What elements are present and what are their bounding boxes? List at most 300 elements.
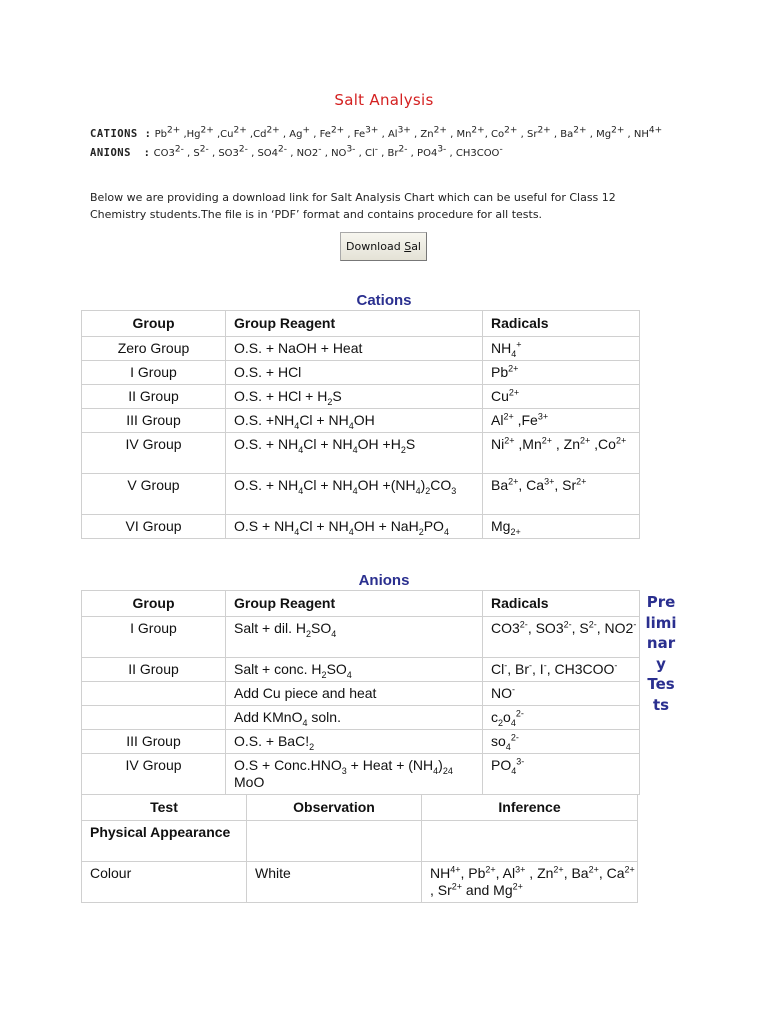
ion-charge: 2+ xyxy=(433,125,447,136)
formula-text: Pb xyxy=(491,364,509,380)
ion-symbol: Ba xyxy=(560,129,574,140)
ion-symbol: Fe xyxy=(319,129,331,140)
group-cell: VI Group xyxy=(82,515,226,539)
intro-paragraph: Below we are providing a download link for Salt Analysis Chart which can be useful for Class 12 Chemistry students.The file is in ‘PDF’ format and contains procedure for all tests. xyxy=(90,191,616,221)
radicals-cell xyxy=(483,361,640,385)
formula-text: , NO2 xyxy=(596,620,634,636)
ion xyxy=(387,144,418,159)
formula-text: Cl + NH xyxy=(303,436,353,452)
ion-symbol: Fe xyxy=(353,129,366,140)
formula-text: , S xyxy=(571,620,589,636)
subscript-text: 4 xyxy=(298,485,304,496)
group-reagent-cell xyxy=(226,433,483,474)
formula-text: , Ba xyxy=(563,865,589,881)
formula-text: soln. xyxy=(307,709,341,725)
supscript-text: 2+ xyxy=(512,881,523,892)
ion xyxy=(353,125,388,140)
ion-symbol: NH xyxy=(633,129,649,140)
ion-symbol: S xyxy=(193,148,200,159)
supscript-text: 2- xyxy=(515,708,524,719)
ion-symbol: CO3 xyxy=(153,148,175,159)
ion xyxy=(331,144,365,159)
ion-symbol: Sr xyxy=(526,129,538,140)
ion-symbol: NO2 xyxy=(296,148,319,159)
anions-list xyxy=(153,144,503,159)
formula-text: Salt + dil. H xyxy=(234,620,306,636)
ion xyxy=(387,125,421,140)
ion-charge: - xyxy=(499,144,503,155)
ion xyxy=(491,125,527,140)
subscript-text: 4 xyxy=(298,444,304,455)
header-group-reagent: Group Reagent xyxy=(226,311,483,337)
inference-cell xyxy=(422,862,638,903)
supscript-text: 2+ xyxy=(553,864,564,875)
supscript-text: - xyxy=(512,684,515,695)
formula-text: , Zn xyxy=(552,436,581,452)
formula-text: CO3 xyxy=(491,620,520,636)
supscript-text: + xyxy=(516,339,522,350)
group-cell: I Group xyxy=(82,361,226,385)
table-row xyxy=(82,658,640,682)
ion-separator: , xyxy=(586,129,597,140)
ion-charge: - xyxy=(374,144,378,155)
subscript-text: 4 xyxy=(348,526,354,537)
table-row xyxy=(82,754,640,795)
radicals-cell xyxy=(483,409,640,433)
subscript-text: 2 xyxy=(327,396,333,407)
ion-separator: , xyxy=(180,129,187,140)
formula-text: Salt + conc. H xyxy=(234,661,322,677)
header-observation: Observation xyxy=(247,795,422,821)
formula-text: Cl xyxy=(491,661,505,677)
formula-text: S xyxy=(332,388,342,404)
supscript-text: 2+ xyxy=(508,387,520,398)
subscript-text: 4 xyxy=(511,348,517,359)
preliminary-tests-table xyxy=(81,794,638,903)
group-cell: III Group xyxy=(82,730,226,754)
formula-text: Ba xyxy=(491,477,509,493)
ion-charge: 3- xyxy=(437,144,447,155)
group-reagent-cell xyxy=(226,730,483,754)
subscript-text: 4 xyxy=(511,765,517,776)
supscript-text: 2- xyxy=(510,732,519,743)
ion xyxy=(296,144,332,159)
ion-charge: 2+ xyxy=(166,125,181,136)
group-cell: IV Group xyxy=(82,754,226,795)
ion-separator: , xyxy=(517,129,527,140)
subscript-text: 4 xyxy=(331,628,337,639)
subscript-text: 2 xyxy=(498,717,504,728)
group-reagent-cell xyxy=(226,754,483,795)
ion xyxy=(364,144,388,159)
table-row xyxy=(82,862,638,903)
preliminary-tests-line: y xyxy=(656,654,666,673)
table-row xyxy=(82,706,640,730)
table-row xyxy=(82,474,640,515)
formula-text: OH +(NH xyxy=(357,477,416,493)
subscript-text: 4 xyxy=(443,526,449,537)
formula-text: o xyxy=(503,709,511,725)
ion xyxy=(455,144,503,159)
supscript-text: 2+ xyxy=(504,435,515,446)
group-cell: II Group xyxy=(82,385,226,409)
formula-text: Cu xyxy=(491,388,509,404)
radicals-cell xyxy=(483,337,640,361)
table-row xyxy=(82,433,640,474)
download-button[interactable] xyxy=(340,232,427,261)
ion xyxy=(596,125,634,140)
ion-separator: , xyxy=(407,148,418,159)
ion-symbol: Cu xyxy=(220,129,234,140)
ion-symbol: Mn xyxy=(456,129,472,140)
ion-charge: 2+ xyxy=(200,125,214,136)
formula-text: SO xyxy=(311,620,332,636)
test-cell: Colour xyxy=(82,862,247,903)
ion-charge: 2- xyxy=(174,144,184,155)
ion-charge: 2+ xyxy=(611,125,625,136)
group-reagent-cell xyxy=(226,706,483,730)
formula-text: Cl + NH xyxy=(303,477,353,493)
supscript-text: - xyxy=(529,660,533,671)
header-radicals: Radicals xyxy=(483,591,640,617)
supscript-text: 3+ xyxy=(515,864,526,875)
supscript-text: 2+ xyxy=(576,476,587,487)
formula-text: ) xyxy=(420,477,426,493)
table-header-row xyxy=(82,591,640,617)
group-reagent-cell xyxy=(226,474,483,515)
ion-separator: , xyxy=(321,148,332,159)
formula-text: ) xyxy=(438,757,443,773)
ion-separator: , xyxy=(246,129,254,140)
ion-charge: 2- xyxy=(278,144,288,155)
ion xyxy=(420,125,457,140)
ion-charge: 2+ xyxy=(573,125,587,136)
supscript-text: - xyxy=(504,660,508,671)
formula-text: , SO3 xyxy=(527,620,564,636)
formula-text: Cl + NH xyxy=(299,412,349,428)
subscript-text: 4 xyxy=(352,485,358,496)
radicals-cell xyxy=(483,754,640,795)
table-row xyxy=(82,515,640,539)
radicals-cell xyxy=(483,515,640,539)
supscript-text: 2+ xyxy=(508,363,519,374)
radicals-cell xyxy=(483,617,640,658)
subscript-text: 4 xyxy=(348,420,354,431)
test-cell: Physical Appearance xyxy=(82,821,247,862)
download-button-label: Download Sal xyxy=(346,240,421,253)
header-inference: Inference xyxy=(422,795,638,821)
formula-text: O.S. + NH xyxy=(234,436,299,452)
radicals-cell xyxy=(483,433,640,474)
formula-text: O.S + NH xyxy=(234,518,295,534)
ion-charge: 3+ xyxy=(365,125,379,136)
formula-text: , Ca xyxy=(518,477,545,493)
header-group-reagent: Group Reagent xyxy=(226,591,483,617)
formula-text: NO xyxy=(491,685,512,701)
formula-text: S xyxy=(405,436,416,452)
supscript-text: - xyxy=(614,660,618,671)
table-row xyxy=(82,821,638,862)
anions-label: ANIONS xyxy=(90,147,131,159)
ion-symbol: Al xyxy=(387,129,398,140)
subscript-text: 2+ xyxy=(510,526,521,537)
supscript-text: 2+ xyxy=(580,435,591,446)
subscript-text: 4 xyxy=(433,765,439,776)
formula-text: SO xyxy=(326,661,347,677)
ion-symbol: NO xyxy=(331,148,347,159)
formula-text: O.S. + BaC! xyxy=(234,733,310,749)
supscript-text: 2- xyxy=(588,619,597,630)
ion-charge: + xyxy=(302,125,311,136)
header-test: Test xyxy=(82,795,247,821)
formula-text: OH +H xyxy=(357,436,401,452)
ion xyxy=(257,144,297,159)
group-cell: IV Group xyxy=(82,433,226,474)
ion-separator: , xyxy=(208,148,219,159)
table-header-row xyxy=(82,795,638,821)
ion xyxy=(417,144,456,159)
cations-list-row xyxy=(90,125,663,140)
group-reagent-cell xyxy=(226,658,483,682)
ion-separator: , xyxy=(446,129,457,140)
formula-text: , I xyxy=(532,661,544,677)
anions-colon: : xyxy=(143,147,151,159)
formula-text: O.S. + NaOH + Heat xyxy=(234,340,363,356)
group-reagent-cell xyxy=(226,385,483,409)
subscript-text: 4 xyxy=(415,485,421,496)
formula-text: , Br xyxy=(507,661,530,677)
formula-text: ,Mn xyxy=(514,436,542,452)
radicals-cell xyxy=(483,682,640,706)
group-reagent-cell xyxy=(226,617,483,658)
ion xyxy=(193,144,219,159)
ion-symbol: Zn xyxy=(420,129,434,140)
ion-symbol: Hg xyxy=(186,129,201,140)
formula-text: O.S. + HCl + H xyxy=(234,388,328,404)
supscript-text: - xyxy=(633,619,637,630)
supscript-text: 2+ xyxy=(508,476,519,487)
ion-separator: , xyxy=(550,129,561,140)
ion-charge: 2+ xyxy=(471,125,485,136)
formula-text: OH xyxy=(353,412,375,428)
supscript-text: 2+ xyxy=(541,435,552,446)
page-title: Salt Analysis xyxy=(334,91,434,109)
group-cell: III Group xyxy=(82,409,226,433)
formula-text: Mg xyxy=(491,518,511,534)
ion-charge: 3- xyxy=(346,144,356,155)
supscript-text: 4+ xyxy=(450,864,461,875)
ion-charge: 2+ xyxy=(504,125,518,136)
ion-separator: , xyxy=(410,129,421,140)
table-row xyxy=(82,409,640,433)
formula-text: and Mg xyxy=(462,882,513,898)
subscript-text: 3 xyxy=(451,485,457,496)
formula-text: so xyxy=(491,733,506,749)
ion-charge: 2+ xyxy=(330,125,345,136)
ion-separator: , xyxy=(279,129,290,140)
cations-heading: Cations xyxy=(356,292,412,309)
radicals-cell xyxy=(483,385,640,409)
ion-symbol: Mg xyxy=(596,129,612,140)
table-row xyxy=(82,385,640,409)
ion-separator: , xyxy=(247,148,258,159)
subscript-text: 4 xyxy=(505,741,511,752)
formula-text: ,Fe xyxy=(513,412,538,428)
ion-separator: , xyxy=(484,129,492,140)
ion xyxy=(526,125,561,140)
ion-separator: , xyxy=(624,129,634,140)
radicals-cell xyxy=(483,658,640,682)
formula-text: OH + NaH xyxy=(353,518,419,534)
ion-charge: 2+ xyxy=(266,125,280,136)
group-reagent-cell xyxy=(226,515,483,539)
formula-text: c xyxy=(491,709,498,725)
cations-table xyxy=(81,310,640,539)
supscript-text: 3+ xyxy=(544,476,555,487)
formula-text: O.S + Conc.HNO xyxy=(234,757,342,773)
subscript-text: 4 xyxy=(294,420,300,431)
ion xyxy=(154,125,187,140)
preliminary-tests-line: nar xyxy=(646,634,676,652)
group-reagent-cell xyxy=(226,361,483,385)
header-radicals: Radicals xyxy=(483,311,640,337)
ion xyxy=(289,125,320,140)
group-cell: II Group xyxy=(82,658,226,682)
ion-charge: - xyxy=(318,144,322,155)
group-cell xyxy=(82,706,226,730)
observation-cell xyxy=(247,821,422,862)
group-cell xyxy=(82,682,226,706)
supscript-text: 3- xyxy=(516,756,525,767)
table-row xyxy=(82,617,640,658)
ion xyxy=(560,125,597,140)
ion xyxy=(456,125,492,140)
preliminary-tests-line: limi xyxy=(645,613,677,632)
supscript-text: 2- xyxy=(563,619,572,630)
ion-separator: , xyxy=(355,148,365,159)
supscript-text: - xyxy=(543,660,547,671)
formula-text: Add Cu piece and heat xyxy=(234,685,377,701)
header-group: Group xyxy=(82,311,226,337)
formula-text: O.S. + HCl xyxy=(234,364,302,380)
ion-separator: , xyxy=(213,129,221,140)
group-reagent-cell xyxy=(226,337,483,361)
preliminary-tests-line: Tes xyxy=(647,675,675,693)
ion-charge: 2- xyxy=(398,144,408,155)
subscript-text: 2 xyxy=(309,741,315,752)
formula-text: , Sr xyxy=(430,882,452,898)
group-cell: I Group xyxy=(82,617,226,658)
group-reagent-cell xyxy=(226,682,483,706)
ion-separator: , xyxy=(446,148,456,159)
ion-separator: , xyxy=(183,148,194,159)
supscript-text: 2- xyxy=(519,619,528,630)
formula-text: , Pb xyxy=(460,865,486,881)
formula-text: Al xyxy=(491,412,504,428)
inference-cell xyxy=(422,821,638,862)
table-row xyxy=(82,730,640,754)
ion-charge: 2+ xyxy=(233,125,247,136)
formula-text: Add KMnO xyxy=(234,709,303,725)
table-row xyxy=(82,361,640,385)
ion xyxy=(153,144,194,159)
formula-text: CO xyxy=(430,477,452,493)
anions-heading: Anions xyxy=(358,572,410,589)
subscript-text: 4 xyxy=(352,444,358,455)
ion-symbol: PO4 xyxy=(417,148,438,159)
radicals-cell xyxy=(483,706,640,730)
ion-charge: 4+ xyxy=(648,125,663,136)
ion-separator: , xyxy=(310,129,320,140)
ion-symbol: Co xyxy=(491,129,505,140)
supscript-text: 2+ xyxy=(485,864,496,875)
formula-text: , Zn xyxy=(525,865,554,881)
ion-separator: , xyxy=(377,148,388,159)
subscript-text: 4 xyxy=(302,717,308,728)
ion-separator: , xyxy=(378,129,388,140)
formula-text: O.S. +NH xyxy=(234,412,295,428)
subscript-text: 4 xyxy=(346,669,352,680)
supscript-text: 2+ xyxy=(624,864,635,875)
subscript-text: 24 xyxy=(442,765,453,776)
formula-text: + Heat + (NH xyxy=(346,757,434,773)
supscript-text: 2+ xyxy=(588,864,599,875)
subscript-text: 2 xyxy=(321,669,327,680)
group-cell: Zero Group xyxy=(82,337,226,361)
header-group: Group xyxy=(82,591,226,617)
subscript-text: 2 xyxy=(305,628,311,639)
table-row xyxy=(82,337,640,361)
subscript-text: 3 xyxy=(341,765,347,776)
formula-text: Ni xyxy=(491,436,505,452)
supscript-text: 2+ xyxy=(615,435,627,446)
ion-charge: 2+ xyxy=(537,125,551,136)
preliminary-tests-line: Pre xyxy=(646,593,676,611)
supscript-text: 3+ xyxy=(537,411,549,422)
ion xyxy=(633,125,663,140)
radicals-cell xyxy=(483,730,640,754)
ion xyxy=(218,144,258,159)
formula-text: NH xyxy=(491,340,512,356)
ion-charge: 3+ xyxy=(397,125,411,136)
radicals-cell xyxy=(483,474,640,515)
formula-text: PO xyxy=(423,518,444,534)
formula-text: , CH3COO xyxy=(546,661,615,677)
ion-symbol: Cl xyxy=(364,148,375,159)
ion-charge: 2- xyxy=(238,144,248,155)
ion-symbol: Br xyxy=(387,148,399,159)
ion-symbol: Cd xyxy=(253,129,267,140)
preliminary-tests-line: ts xyxy=(652,695,670,714)
ion xyxy=(253,125,290,140)
subscript-text: 4 xyxy=(294,526,300,537)
ion xyxy=(186,125,221,140)
supscript-text: 2+ xyxy=(503,411,514,422)
formula-text: Cl + NH xyxy=(299,518,349,534)
table-row xyxy=(82,682,640,706)
ion-charge: 2- xyxy=(199,144,209,155)
cations-label: CATIONS : xyxy=(90,128,152,140)
subscript-text: 2 xyxy=(425,485,431,496)
subscript-text: 2 xyxy=(400,444,406,455)
group-reagent-cell xyxy=(226,409,483,433)
ion xyxy=(319,125,354,140)
formula-text: MoO xyxy=(234,774,265,790)
subscript-text: 2 xyxy=(418,526,424,537)
subscript-text: 4 xyxy=(510,717,516,728)
ion-symbol: Pb xyxy=(154,129,167,140)
preliminary-tests-heading xyxy=(640,592,682,715)
